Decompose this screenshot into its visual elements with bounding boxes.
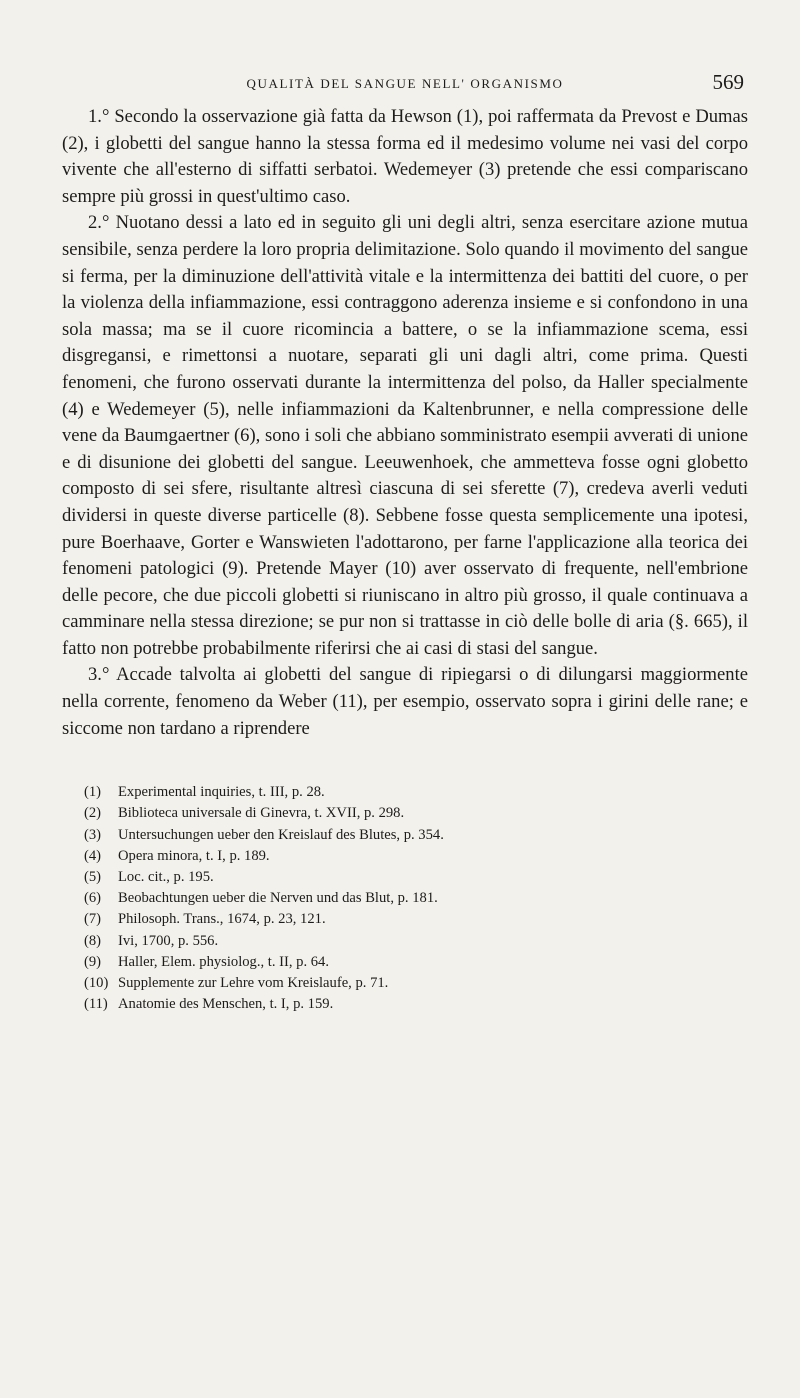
footnote-text: Ivi, 1700, p. 556. <box>118 932 219 949</box>
page-header <box>62 70 748 104</box>
footnote-text: Haller, Elem. physiolog., t. II, p. 64. <box>118 953 329 970</box>
paragraph-1: 1.° Secondo la osservazione già fatta da Hewson (1), poi raffermata da Prevost e Dumas (2), i globetti del sangue hanno la stessa forma ed il medesimo volume nei vasi del corpo vivente che all'esterno di siffatti serbatoi. Wedemeyer (3) pretende che essi compariscano sempre più grossi in quest'ultimo caso. <box>62 106 748 207</box>
footnote <box>84 825 748 846</box>
footnote-text: Untersuchungen ueber den Kreislauf des Blutes, p. 354. <box>118 826 444 843</box>
footnote <box>84 931 748 952</box>
footnote-text: Anatomie des Menschen, t. I, p. 159. <box>118 996 334 1013</box>
page-number: 569 <box>712 70 744 94</box>
footnote-number: (1) <box>84 784 102 801</box>
footnote-text: Biblioteca universale di Ginevra, t. XVII, p. 298. <box>118 805 405 822</box>
footnote <box>84 782 748 803</box>
footnote-number: (11) <box>84 996 108 1013</box>
footnote-number: (6) <box>84 890 102 907</box>
footnote <box>84 973 748 994</box>
footnote-text: Beobachtungen ueber die Nerven und das Blut, p. 181. <box>118 890 438 907</box>
footnote <box>84 867 748 888</box>
footnote-number: (3) <box>84 826 102 843</box>
paragraph-2: 2.° Nuotano dessi a lato ed in seguito gli uni degli altri, senza esercitare azione mutua sensibile, senza perdere la loro propria delimitazione. Solo quando il movimento del sangue si ferma, per la diminuzione dell'attività vitale e la intermittenza dei battiti del cuore, o per la violenza della infiammazione, essi contraggono aderenza insieme e si confondono in una sola massa; ma se il cuore ricomincia a battere, o se la infiammazione scema, essi disgregansi, e rimettonsi a nuotare, separati gli uni dagli altri, come prima. Questi fenomeni, che furono osservati durante la intermittenza del polso, da Haller specialmente (4) e Wedemeyer (5), nelle infiammazioni da Kaltenbrunner, e nella compressione delle vene da Baumgaertner (6), sono i soli che abbiano somministrato esempii avverati di unione e di disunione dei globetti del sangue. Leeuwenhoek, che ammetteva fosse ogni globetto composto di sei sfere, risultante altresì ciascuna di sei sferette (7), credeva averli veduti dividersi in queste diverse particelle (8). Sebbene fosse questa semplicemente una ipotesi, pure Boerhaave, Gorter e Wanswieten l'adottarono, per farne l'applicazione alla teorica dei fenomeni patologici (9). Pretende Mayer (10) aver osservato di frequente, nell'embrione delle pecore, che due piccoli globetti si riuniscano in altro più grosso, il quale continuava a camminare nella stessa direzione; se pur non si trattasse in ciò delle bolle di aria (§. 665), il fatto non potrebbe probabilmente riferirsi che ai casi di stasi del sangue. <box>62 212 748 659</box>
footnote <box>84 888 748 909</box>
footnote <box>84 994 748 1015</box>
footnote-number: (4) <box>84 847 102 864</box>
footnote-text: Experimental inquiries, t. III, p. 28. <box>118 784 325 801</box>
footnote-number: (10) <box>84 975 109 992</box>
footnote-number: (7) <box>84 911 102 928</box>
footnote <box>84 952 748 973</box>
running-title: QUALITÀ DEL SANGUE NELL' ORGANISMO <box>246 76 564 91</box>
paragraph-3: 3.° Accade talvolta ai globetti del sangue di ripiegarsi o di dilungarsi maggiormente nella corrente, fenomeno da Weber (11), per esempio, osservato sopra i girini delle rane; e siccome non tardano a riprendere <box>62 664 748 739</box>
footnote-text: Supplemente zur Lehre vom Kreislaufe, p. 71. <box>118 975 389 992</box>
footnote-number: (5) <box>84 869 102 886</box>
footnote-number: (8) <box>84 932 102 949</box>
footnote-number: (9) <box>84 953 102 970</box>
body-text <box>62 104 748 742</box>
footnote <box>84 846 748 867</box>
footnote-text: Opera minora, t. I, p. 189. <box>118 847 270 864</box>
footnote-text: Loc. cit., p. 195. <box>118 869 214 886</box>
footnote-number: (2) <box>84 805 102 822</box>
footnotes <box>62 782 748 1015</box>
footnote-text: Philosoph. Trans., 1674, p. 23, 121. <box>118 911 326 928</box>
footnote <box>84 909 748 930</box>
footnote <box>84 803 748 824</box>
